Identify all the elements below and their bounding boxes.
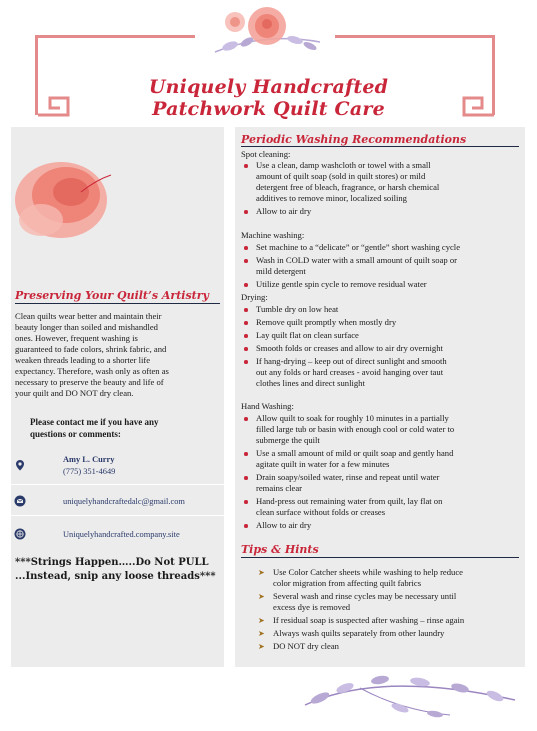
intro-line: necessary to preserve the beauty and life of — [15, 377, 164, 387]
intro-line: weaken threads leading to a shorter life — [15, 355, 151, 365]
page-title-line2: Patchwork Quilt Care — [152, 98, 385, 120]
email-icon — [14, 495, 26, 507]
bottom-vine-decoration — [300, 660, 525, 720]
tips-rule — [241, 557, 519, 558]
intro-line: Clean quilts wear better and maintain their — [15, 311, 162, 321]
washing-rule — [241, 146, 519, 147]
list-item: Remove quilt promptly when mostly dry — [241, 317, 526, 328]
contact-name: Amy L. Curry — [63, 455, 115, 464]
spot-cleaning-label: Spot cleaning: — [241, 149, 291, 159]
list-item: Utilize gentle spin cycle to remove residual water — [241, 279, 526, 290]
list-item: ➤ Several wash and rinse cycles may be necessary until excess dye is removed — [258, 591, 457, 612]
preserving-rule — [15, 303, 220, 304]
intro-paragraph — [15, 311, 225, 399]
contact-prompt: questions or comments: — [30, 429, 121, 439]
list-item: Allow quilt to soak for roughly 10 minutes in a partially filled large tub or basin with enough cool or cold water to submerge the quilt — [241, 413, 526, 446]
list-item: Drain soapy/soiled water, rinse and repeat until water remains clear — [241, 472, 526, 494]
intro-line: beauty longer than soiled and mishandled — [15, 322, 158, 332]
spot-cleaning-list — [241, 160, 526, 219]
footer-note: ...Instead, snip any loose threads*** — [15, 571, 216, 582]
washing-heading: Periodic Washing Recommendations — [241, 133, 467, 146]
list-item: ➤ Always wash quilts separately from other laundry — [258, 628, 445, 638]
contact-website[interactable]: Uniquelyhandcrafted.company.site — [63, 530, 180, 539]
list-item: Hand-press out remaining water from quilt, lay flat on clean surface without folds or creases — [241, 496, 526, 518]
arrow-bullet-icon: ➤ — [258, 642, 265, 651]
hand-washing-list — [241, 413, 526, 533]
list-item: Allow to air dry — [241, 520, 526, 531]
intro-line: ones. However, frequent washing is — [15, 333, 138, 343]
arrow-bullet-icon: ➤ — [258, 592, 265, 601]
contact-email[interactable]: uniquelyhandcraftedalc@gmail.com — [63, 497, 185, 506]
contact-phone[interactable]: (775) 351-4649 — [63, 467, 116, 476]
footer-note: ***Strings Happen…..Do Not PULL — [15, 557, 209, 568]
list-item: Smooth folds or creases and allow to air dry overnight — [241, 343, 526, 354]
location-pin-icon — [14, 459, 26, 471]
list-item: Set machine to a “delicate” or “gentle” short washing cycle — [241, 242, 526, 253]
list-item: Tumble dry on low heat — [241, 304, 526, 315]
arrow-bullet-icon: ➤ — [258, 616, 265, 625]
list-item: ➤ If residual soap is suspected after washing – rinse again — [258, 615, 465, 625]
website-icon — [14, 528, 26, 540]
top-flower-decoration — [195, 2, 335, 64]
list-item: Lay quilt flat on clean surface — [241, 330, 526, 341]
machine-washing-label: Machine washing: — [241, 230, 305, 240]
page-title-line1: Uniquely Handcrafted — [148, 76, 389, 98]
list-item: ➤ Use Color Catcher sheets while washing to help reduce color migration from affecting quilt fabrics — [258, 567, 463, 588]
list-item: Use a clean, damp washcloth or towel with a small amount of quilt soap (sold in quilt stores) or mild detergent free of bleach, fragrance, or harsh chemical additives to remove minor, localized soiling — [241, 160, 526, 204]
contact-separator — [11, 484, 224, 485]
frame-top-right-h — [335, 35, 495, 38]
list-item: If hang-drying – keep out of direct sunlight and smooth out any folds or hard creases - avoid hanging over taut clothes lines and direct sunlight — [241, 356, 526, 389]
drying-label: Drying: — [241, 292, 268, 302]
contact-prompt: Please contact me if you have any — [30, 417, 159, 427]
arrow-bullet-icon: ➤ — [258, 629, 265, 638]
list-item: Use a small amount of mild or quilt soap and gently hand agitate quilt in water for a few minutes — [241, 448, 526, 470]
preserving-heading: Preserving Your Quilt’s Artistry — [15, 289, 209, 302]
hand-washing-label: Hand Washing: — [241, 401, 294, 411]
tips-heading: Tips & Hints — [241, 543, 319, 556]
left-flower-decoration — [11, 150, 131, 250]
list-item: ➤ DO NOT dry clean — [258, 641, 339, 651]
drying-list — [241, 304, 526, 391]
arrow-bullet-icon: ➤ — [258, 568, 265, 577]
frame-top-left-h — [35, 35, 195, 38]
intro-line: expectancy. Therefore, wash only as often as — [15, 366, 169, 376]
list-item: Wash in COLD water with a small amount of quilt soap or mild detergent — [241, 255, 526, 277]
tips-list — [258, 567, 528, 654]
intro-line: guaranteed to fade colors, shrink fabric, and — [15, 344, 167, 354]
list-item: Allow to air dry — [241, 206, 526, 217]
machine-washing-list — [241, 242, 526, 292]
intro-line: your quilt and DO NOT dry clean. — [15, 388, 134, 398]
contact-separator — [11, 515, 224, 516]
